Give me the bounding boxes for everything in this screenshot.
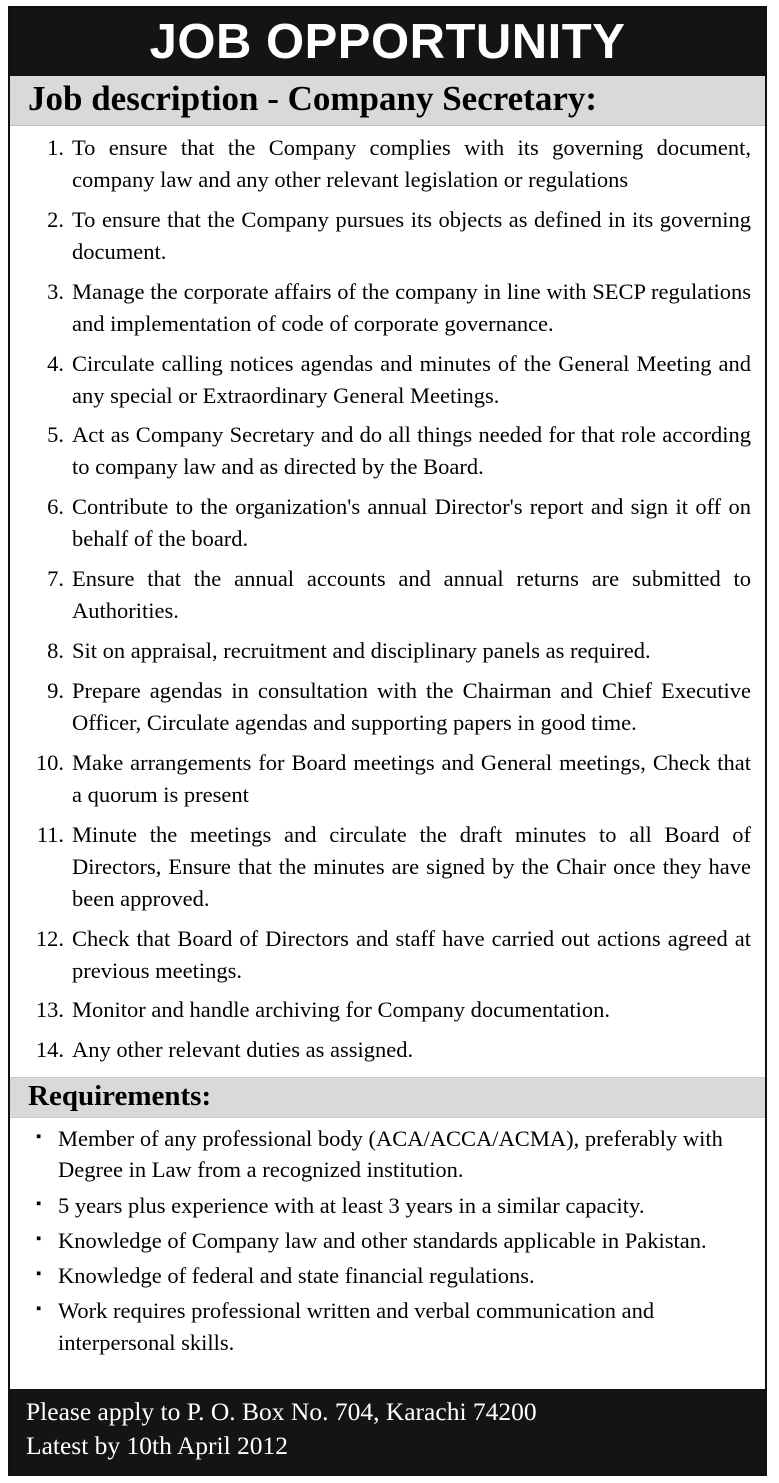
duty-number: 9.: [47, 678, 64, 703]
duty-number: 11.: [36, 821, 64, 847]
duty-item: [22, 563, 751, 627]
duty-number: 8.: [47, 638, 64, 664]
requirement-item: [36, 1260, 751, 1291]
duty-text: Monitor and handle archiving for Company documentation.: [72, 997, 611, 1023]
requirements-heading-band: [10, 1077, 765, 1118]
duty-item: [22, 348, 751, 412]
banner-title: JOB OPPORTUNITY: [149, 14, 626, 69]
duty-text: Circulate calling notices agendas and minutes of the General Meeting and any special or Extraordinary General Meetings.: [72, 350, 751, 408]
requirements-heading: Requirements:: [28, 1080, 212, 1113]
duty-item: [22, 819, 751, 915]
duty-number: 4.: [47, 350, 64, 376]
duty-item: [22, 675, 751, 739]
requirement-item: [36, 1225, 751, 1256]
square-bullet-icon: ▪: [36, 1129, 42, 1146]
duty-text: Sit on appraisal, recruitment and disciplinary panels as required.: [72, 638, 651, 664]
requirement-text: Knowledge of federal and state financial regulations.: [58, 1263, 535, 1289]
duty-text: To ensure that the Company pursues its objects as defined in its governing document.: [72, 206, 751, 264]
duties-list: [10, 126, 765, 1076]
requirement-text: Knowledge of Company law and other standards applicable in Pakistan.: [58, 1227, 707, 1253]
duty-text: Minute the meetings and circulate the draft minutes to all Board of Directors, Ensure that the minutes are signed by the Chair once they have been approved.: [72, 821, 751, 911]
duty-text: Check that Board of Directors and staff have carried out actions agreed at previous meetings.: [72, 925, 751, 983]
duty-number: 2.: [47, 206, 64, 232]
job-description-heading-band: [10, 76, 765, 126]
duty-item: [22, 276, 751, 340]
duty-number: 12.: [35, 925, 64, 951]
requirement-item: [36, 1123, 751, 1186]
deadline-line: Latest by 10th April 2012: [26, 1431, 289, 1461]
duty-text: Act as Company Secretary and do all things needed for that role according to company law and as directed by the Board.: [72, 422, 751, 480]
duty-item: [22, 994, 751, 1026]
duty-text: Make arrangements for Board meetings and General meetings, Check that a quorum is present: [72, 749, 751, 807]
duty-text: Manage the corporate affairs of the company in line with SECP regulations and implementation of code of corporate governance.: [72, 278, 751, 336]
apply-address-line: Please apply to P. O. Box No. 704, Karachi 74200: [26, 1396, 537, 1426]
duty-item: [22, 635, 751, 667]
requirement-text: Work requires professional written and verbal communication and interpersonal skills.: [58, 1298, 655, 1355]
job-description-heading: Job description - Company Secretary:: [28, 79, 598, 118]
duty-text: To ensure that the Company complies with its governing document, company law and any other relevant legislation or regulations: [72, 134, 751, 192]
square-bullet-icon: ▪: [36, 1301, 42, 1318]
duty-item: [22, 747, 751, 811]
requirement-text: Member of any professional body (ACA/ACCA/ACMA), preferably with Degree in Law from a recognized institution.: [58, 1126, 723, 1183]
duty-item: [22, 923, 751, 987]
duty-item: [22, 1034, 751, 1066]
square-bullet-icon: ▪: [36, 1195, 42, 1212]
duty-number: 7.: [47, 566, 64, 592]
duty-number: 10.: [35, 749, 64, 775]
duty-number: 13.: [35, 997, 64, 1023]
duty-text: Contribute to the organization's annual Director's report and sign it off on behalf of the board.: [72, 494, 751, 552]
square-bullet-icon: ▪: [36, 1266, 42, 1283]
duty-text: Prepare agendas in consultation with the Chairman and Chief Executive Officer, Circulate agendas and supporting papers in good time.: [72, 678, 751, 735]
duty-item: [22, 491, 751, 555]
job-opportunity-banner: [10, 8, 765, 76]
duty-number: 14.: [35, 1037, 64, 1063]
duty-number: 3.: [47, 278, 64, 304]
requirement-item: [36, 1295, 751, 1358]
requirement-text: 5 years plus experience with at least 3 years in a similar capacity.: [58, 1192, 645, 1218]
requirements-list: [10, 1118, 765, 1364]
requirement-item: [36, 1190, 751, 1221]
duty-text: Ensure that the annual accounts and annual returns are submitted to Authorities.: [72, 566, 751, 624]
duty-item: [22, 204, 751, 268]
duty-text: Any other relevant duties as assigned.: [72, 1037, 414, 1063]
duty-item: [22, 419, 751, 483]
duty-item: [22, 132, 751, 196]
duty-number: 1.: [47, 134, 64, 160]
duty-number: 6.: [47, 494, 64, 520]
application-footer: [10, 1389, 765, 1474]
layout-spacer: [10, 1364, 765, 1389]
duty-number: 5.: [47, 422, 64, 448]
job-advertisement: [8, 6, 767, 1476]
square-bullet-icon: ▪: [36, 1230, 42, 1247]
